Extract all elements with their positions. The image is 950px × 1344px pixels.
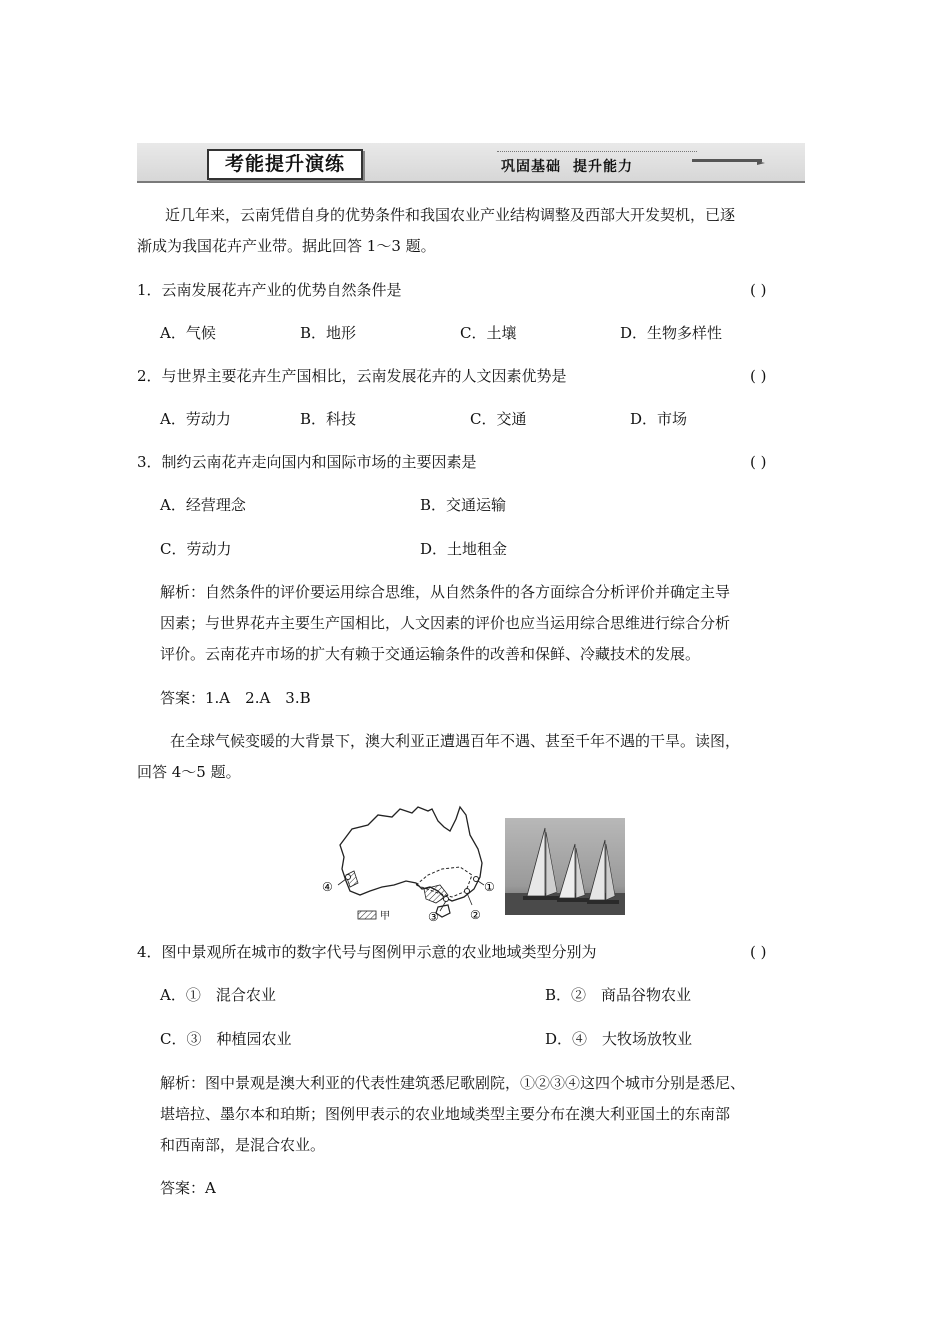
q1-stem: 1．云南发展花卉产业的优势自然条件是: [137, 281, 402, 299]
q4-option-b: B．② 商品谷物农业: [545, 986, 692, 1004]
q4-stem: 4．图中景观所在城市的数字代号与图例甲示意的农业地域类型分别为: [137, 943, 597, 961]
map-label-4: ④: [322, 880, 333, 894]
q2-option-d: D．市场: [630, 410, 688, 428]
analysis1-line2: 因素；与世界花卉主要生产国相比，人文因素的评价也应当运用综合思维进行综合分析: [160, 614, 731, 632]
q2-option-c: C．交通: [470, 410, 527, 428]
banner-subtitle-2: 提升能力: [573, 159, 633, 175]
analysis2-line1: 解析：图中景观是澳大利亚的代表性建筑悉尼歌剧院，①②③④这四个城市分别是悉尼、: [160, 1074, 746, 1092]
answer1: 答案：1.A 2.A 3.B: [160, 689, 311, 707]
analysis2-line2: 堪培拉、墨尔本和珀斯；图例甲表示的农业地域类型主要分布在澳大利亚国土的东南部: [160, 1105, 731, 1123]
q3-option-c: C．劳动力: [160, 540, 232, 558]
city-4-marker: [346, 875, 351, 880]
map-label-1: ①: [484, 880, 495, 894]
q3-option-b: B．交通运输: [420, 496, 507, 514]
q4-answer-blank: ( ): [750, 943, 767, 961]
analysis1-line3: 评价。云南花卉市场的扩大有赖于交通运输条件的改善和保鲜、冷藏技术的发展。: [160, 645, 701, 663]
answer2: 答案：A: [160, 1179, 216, 1197]
q2-stem: 2．与世界主要花卉生产国相比，云南发展花卉的人文因素优势是: [137, 367, 567, 385]
intro2-line1: 在全球气候变暖的大背景下，澳大利亚正遭遇百年不遇、甚至千年不遇的干旱。读图，: [170, 732, 741, 750]
legend-swatch: [358, 911, 376, 919]
city-2-marker: [465, 889, 470, 894]
city-3-marker: [444, 897, 449, 902]
legend-label: 甲: [380, 911, 390, 922]
banner-subtitle: [501, 156, 645, 176]
intro1-line2: 渐成为我国花卉产业带。据此回答 1～3 题。: [137, 237, 436, 255]
q4-option-a: A．① 混合农业: [160, 986, 276, 1004]
q2-option-a: A．劳动力: [160, 410, 231, 428]
banner-bar: [692, 159, 762, 162]
q4-option-c: C．③ 种植园农业: [160, 1030, 292, 1048]
banner-subtitle-1: 巩固基础: [501, 159, 561, 175]
analysis1-line1: 解析：自然条件的评价要运用综合思维，从自然条件的各方面综合分析评价并确定主导: [160, 583, 731, 601]
q2-answer-blank: ( ): [750, 367, 767, 385]
banner-arrow: [757, 161, 765, 165]
sailboat-image: [505, 818, 625, 915]
q4-option-d: D．④ 大牧场放牧业: [545, 1030, 693, 1048]
q3-option-a: A．经营理念: [160, 496, 246, 514]
banner-title: 考能提升演练: [207, 149, 363, 180]
q1-answer-blank: ( ): [750, 281, 767, 299]
banner-dotted-line: [497, 151, 697, 152]
section-banner: [137, 143, 805, 183]
sailboat-photo: [505, 818, 625, 915]
city-1-marker: [474, 877, 479, 882]
q1-option-c: C．土壤: [460, 324, 517, 342]
map-label-3: ③: [428, 910, 439, 924]
australia-map: [320, 805, 495, 925]
q3-stem: 3．制约云南花卉走向国内和国际市场的主要因素是: [137, 453, 477, 471]
q1-option-a: A．气候: [160, 324, 216, 342]
q3-option-d: D．土地租金: [420, 540, 508, 558]
q3-answer-blank: ( ): [750, 453, 767, 471]
intro1-line1: 近几年来，云南凭借自身的优势条件和我国农业产业结构调整及西部大开发契机，已逐: [165, 206, 736, 224]
analysis2-line3: 和西南部，是混合农业。: [160, 1136, 326, 1154]
intro2-line2: 回答 4～5 题。: [137, 763, 241, 781]
map-label-2: ②: [470, 908, 481, 922]
q2-option-b: B．科技: [300, 410, 357, 428]
q1-option-b: B．地形: [300, 324, 357, 342]
q1-option-d: D．生物多样性: [620, 324, 723, 342]
